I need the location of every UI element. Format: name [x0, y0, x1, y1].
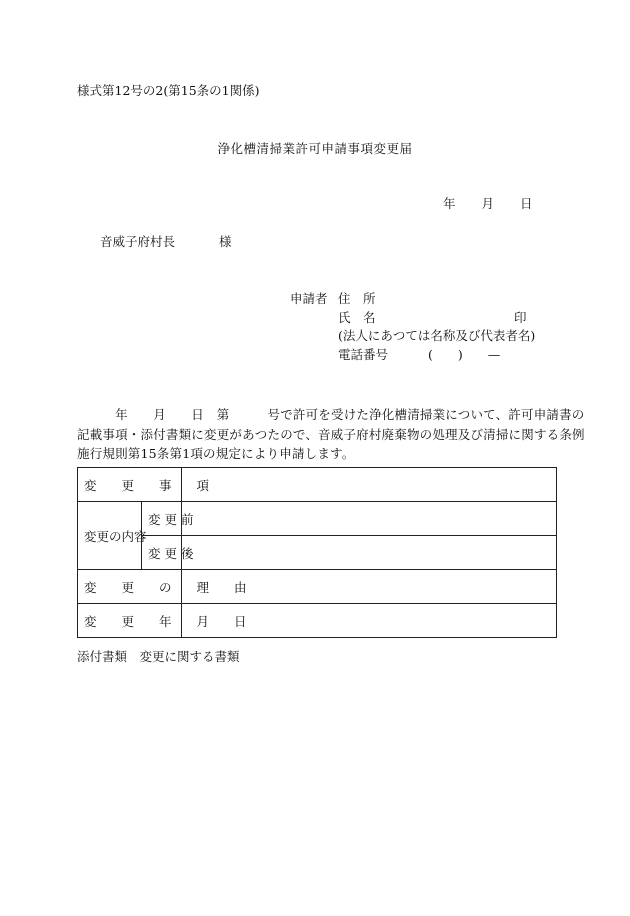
- reason-label: 変 更 の 理 由: [78, 570, 182, 604]
- body-line: 施行規則第15条第1項の規定により申請します。: [77, 446, 355, 461]
- address-label: 住 所: [338, 291, 376, 306]
- table-row: [78, 604, 557, 638]
- body-line: 年 月 日 第 号で許可を受けた浄化槽清掃業について、許可申請書の: [77, 407, 585, 422]
- phone-label: 電話番号: [338, 347, 389, 362]
- change-item-field[interactable]: [182, 468, 557, 502]
- change-item-label: 変 更 事 項: [78, 468, 182, 502]
- change-table: [77, 467, 557, 638]
- name-label: 氏 名: [338, 310, 376, 325]
- before-label: 変 更 前: [142, 502, 182, 536]
- addressee: [100, 236, 232, 249]
- body-line: 記載事項・添付書類に変更があつたので、音威子府村廃棄物の処理及び清掃に関する条例: [77, 426, 585, 442]
- addressee-honorific: 様: [219, 234, 232, 249]
- after-field[interactable]: [182, 536, 557, 570]
- form-number: 様式第12号の2(第15条の1関係): [77, 83, 260, 98]
- addressee-name: 音威子府村長: [100, 234, 176, 249]
- table-row: [78, 536, 557, 570]
- applicant-label: 申請者: [290, 291, 328, 306]
- table-row: [78, 570, 557, 604]
- attachment-note: 添付書類 変更に関する書類: [77, 649, 240, 664]
- date-line: [443, 198, 533, 211]
- after-label: 変 更 後: [142, 536, 182, 570]
- year-label: 年: [443, 196, 456, 211]
- table-row: [78, 468, 557, 502]
- phone-format: ( ) —: [428, 347, 501, 362]
- phone-row: [338, 349, 500, 362]
- change-date-label: 変 更 年 月 日: [78, 604, 182, 638]
- change-content-label: 変更の内容: [78, 502, 142, 570]
- corporate-note: (法人にあつては名称及び代表者名): [338, 328, 536, 343]
- before-field[interactable]: [182, 502, 557, 536]
- body-paragraph: [77, 405, 585, 464]
- document-title: 浄化槽清掃業許可申請事項変更届: [217, 141, 413, 156]
- table-row: [78, 502, 557, 536]
- day-label: 日: [520, 196, 533, 211]
- seal-mark: 印: [514, 310, 527, 325]
- month-label: 月: [481, 196, 495, 211]
